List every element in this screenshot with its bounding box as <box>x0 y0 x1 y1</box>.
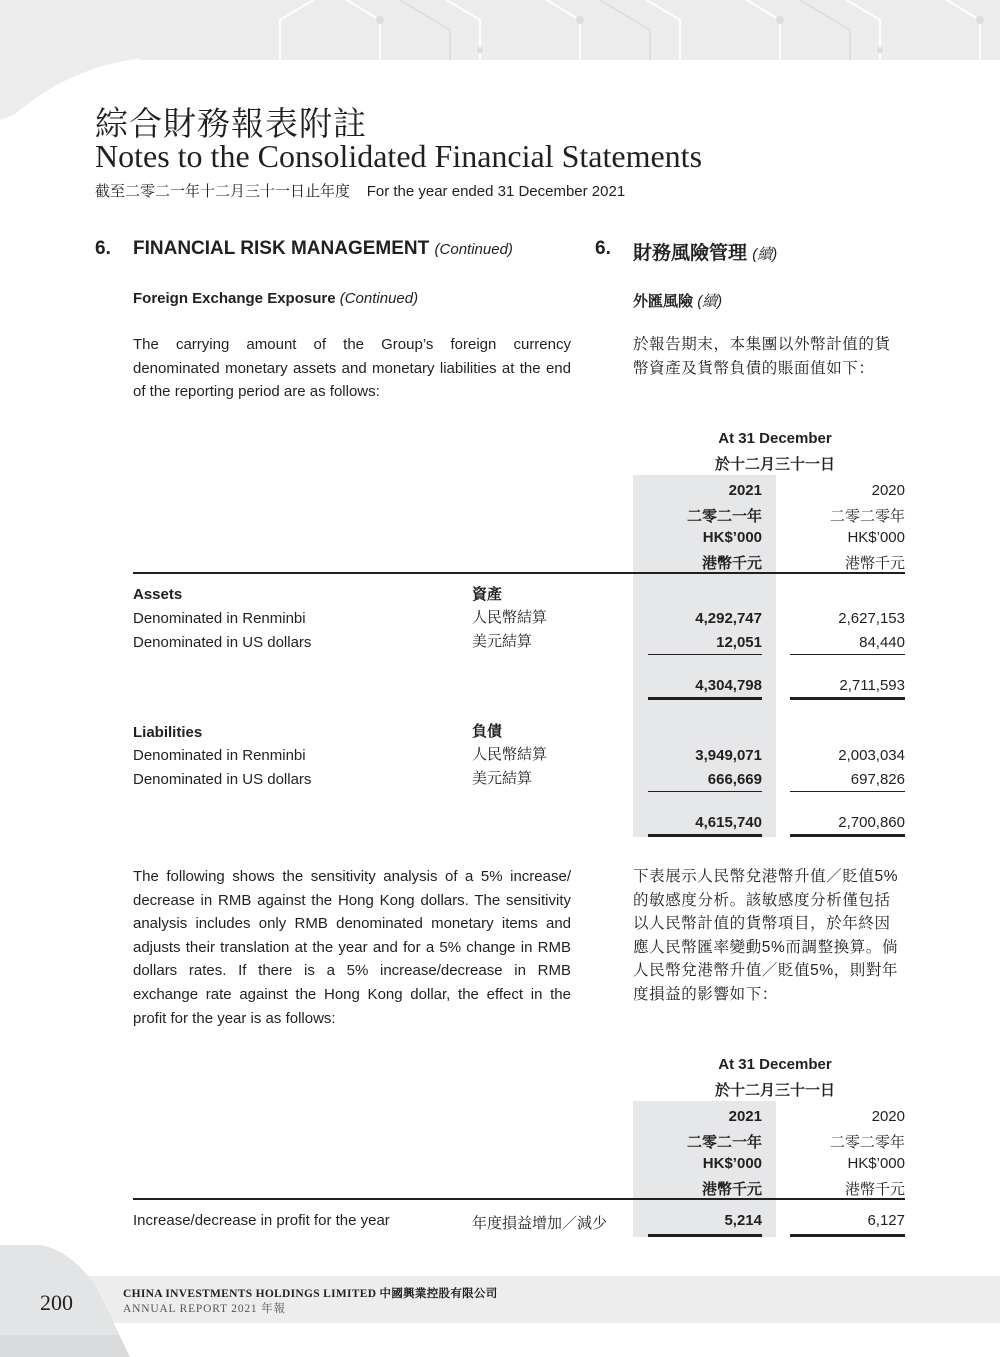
section-continued-en: (Continued) <box>434 241 513 258</box>
table1-col2-unit-cn: 港幣千元 <box>844 555 905 572</box>
table1-col1-year-cn: 二零二一年 <box>686 508 762 525</box>
liabilities-row1-2020: 2,003,034 <box>838 747 905 764</box>
section-heading-en <box>133 238 513 260</box>
table1-col1-unit: HK$’000 <box>702 529 762 546</box>
assets-total-2020: 2,711,593 <box>839 677 905 694</box>
table2-col1-unit-cn: 港幣千元 <box>701 1181 762 1198</box>
liabilities-row2-2020: 697,826 <box>850 771 905 788</box>
table2-col1-unit: HK$’000 <box>702 1155 762 1172</box>
liabilities-label-cn: 負債 <box>472 723 503 740</box>
subsection-title-en: Foreign Exchange Exposure <box>133 290 336 307</box>
sensitivity-paragraph-en: The following shows the sensitivity analysis of a 5% increase/ decrease in RMB against the Hong Kong dollars. The sensitivity analysis includes only RMB denominated monetary items and adjusts their translation at the year and for a 5% change in RMB dollars rates. If there is a 5% increase/decrease in RMB exchange rate against the Hong Kong dollar, the effect in the profit for the year is as follows: <box>133 868 571 1027</box>
subsection-continued-cn: (續) <box>697 293 723 310</box>
liabilities-row1-cn: 人民幣結算 <box>472 746 548 763</box>
liabilities-total-2020: 2,700,860 <box>838 814 905 831</box>
liabilities-subtotal-rule-2021 <box>648 791 762 792</box>
table2-period-en: At 31 December <box>718 1056 832 1073</box>
page-number: 200 <box>40 1290 73 1315</box>
liabilities-row2-2021: 666,669 <box>707 771 762 788</box>
section-continued-cn: (續) <box>752 246 778 263</box>
liabilities-total-rule-2020 <box>790 834 905 837</box>
profit-row-cn: 年度損益增加／減少 <box>472 1215 608 1232</box>
section-number-cn: 6. <box>595 238 611 259</box>
table1-period-cn: 於十二月三十一日 <box>714 456 835 473</box>
liabilities-row2-cn: 美元結算 <box>472 770 533 787</box>
assets-row1-2020: 2,627,153 <box>838 610 905 627</box>
assets-row1-2021: 4,292,747 <box>695 610 762 627</box>
intro-paragraph-cn: 於報告期末，本集團以外幣計值的貨幣資產及貨幣負債的賬面值如下： <box>633 336 891 377</box>
table1-col2-year: 2020 <box>871 482 905 499</box>
subtitle-chinese: 截至二零二一年十二月三十一日止年度 <box>95 183 351 200</box>
assets-total-rule-2020 <box>790 697 905 700</box>
table1-col1-year: 2021 <box>728 482 762 499</box>
subsection-title-cn: 外匯風險 <box>633 293 694 310</box>
sensitivity-paragraph-cn: 下表展示人民幣兌港幣升值／貶值5%的敏感度分析。該敏感度分析僅包括以人民幣計值的貨幣項目，於年終因應人民幣匯率變動5%而調整換算。倘人民幣兌港幣升值／貶值5%，則對年度損益的影響如下： <box>633 868 899 1003</box>
table2-col2-unit-cn: 港幣千元 <box>844 1181 905 1198</box>
profit-total-rule-2021 <box>648 1234 762 1237</box>
profit-row-2020: 6,127 <box>867 1212 905 1229</box>
subsection-continued-en: (Continued) <box>339 290 419 307</box>
section-heading-cn <box>633 238 777 265</box>
intro-paragraph-en: The carrying amount of the Group’s foreign currency denominated monetary assets and monetary liabilities at the end of the reporting period are as follows: <box>133 336 571 401</box>
assets-row2-2020: 84,440 <box>859 634 905 651</box>
liabilities-row2-en: Denominated in US dollars <box>133 771 312 788</box>
assets-row2-2021: 12,051 <box>716 634 762 651</box>
table2-col1-year: 2021 <box>728 1108 762 1125</box>
table1-header-rule <box>133 572 905 574</box>
liabilities-total-rule-2021 <box>648 834 762 837</box>
footer-report-name: ANNUAL REPORT 2021 年報 <box>123 1303 286 1315</box>
footer-company-name: CHINA INVESTMENTS HOLDINGS LIMITED 中國興業控股有限公司 <box>123 1288 498 1300</box>
table2-period-cn: 於十二月三十一日 <box>714 1082 835 1099</box>
assets-label-en: Assets <box>133 586 183 603</box>
subsection-heading-cn <box>633 290 722 311</box>
liabilities-row1-2021: 3,949,071 <box>695 747 762 764</box>
page-subtitle <box>95 180 625 201</box>
section-title-cn: 財務風險管理 <box>633 243 748 264</box>
liabilities-row1-en: Denominated in Renminbi <box>133 747 306 764</box>
table1-col2-unit: HK$’000 <box>847 529 905 546</box>
profit-total-rule-2020 <box>790 1234 905 1237</box>
liabilities-subtotal-rule-2020 <box>790 791 905 792</box>
profit-row-2021: 5,214 <box>724 1212 762 1229</box>
table2-header-rule <box>133 1198 905 1200</box>
section-title-en: FINANCIAL RISK MANAGEMENT <box>133 238 430 259</box>
assets-total-rule-2021 <box>648 697 762 700</box>
assets-row1-cn: 人民幣結算 <box>472 609 548 626</box>
assets-label-cn: 資產 <box>472 586 503 603</box>
table2-col1-year-cn: 二零二一年 <box>686 1134 762 1151</box>
page-title-english: Notes to the Consolidated Financial Statements <box>95 138 703 174</box>
table1-period-en: At 31 December <box>718 430 832 447</box>
profit-row-en: Increase/decrease in profit for the year <box>133 1212 390 1229</box>
table2-col2-year-cn: 二零二零年 <box>829 1134 905 1151</box>
table2-col2-unit: HK$’000 <box>847 1155 905 1172</box>
assets-row2-cn: 美元結算 <box>472 633 533 650</box>
assets-subtotal-rule-2021 <box>648 654 762 655</box>
section-number-en: 6. <box>95 238 111 259</box>
assets-total-2021: 4,304,798 <box>695 677 762 694</box>
subsection-heading-en <box>133 290 418 307</box>
table1-col2-year-cn: 二零二零年 <box>829 508 905 525</box>
subtitle-english: For the year ended 31 December 2021 <box>366 183 626 200</box>
liabilities-total-2021: 4,615,740 <box>695 814 762 831</box>
table1-col1-unit-cn: 港幣千元 <box>701 555 762 572</box>
assets-row1-en: Denominated in Renminbi <box>133 610 306 627</box>
page-title-chinese: 綜合財務報表附註 <box>95 104 367 143</box>
liabilities-label-en: Liabilities <box>133 724 203 741</box>
assets-subtotal-rule-2020 <box>790 654 905 655</box>
table2-col2-year: 2020 <box>871 1108 905 1125</box>
assets-row2-en: Denominated in US dollars <box>133 634 312 651</box>
